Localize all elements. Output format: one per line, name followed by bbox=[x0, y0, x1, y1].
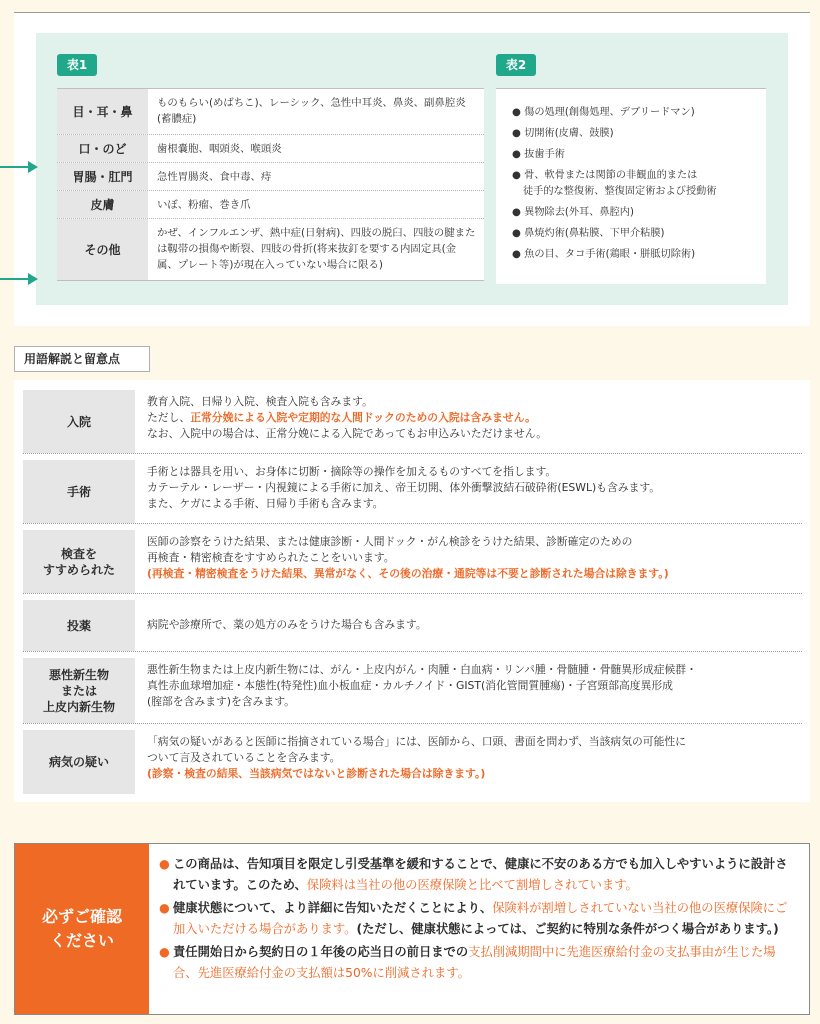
glossary-title: 用語解説と留意点 bbox=[14, 346, 150, 372]
head-text: 手術 bbox=[66, 484, 91, 499]
body-line: また、ケガによる手術、日帰り手術も含みます。 bbox=[147, 497, 384, 510]
item-text: (ただし、健康状態によっては、ご契約に特別な条件がつく場合があります。) bbox=[356, 922, 779, 936]
row-header: 皮膚 bbox=[57, 191, 149, 218]
glossary-row bbox=[23, 530, 802, 594]
heading-text: ください bbox=[49, 931, 114, 950]
glossary-body bbox=[135, 600, 802, 651]
row-body: 急性胃腸炎、食中毒、痔 bbox=[157, 171, 272, 183]
highlight-text: 支払削減期間中に先進医療給付金の支払事由が生じた場合、先進医療給付金の支払額は50%に削減されます。 bbox=[173, 945, 776, 980]
arrow-right-icon bbox=[0, 273, 40, 285]
highlight-text: (再検査・精密検査をうけた結果、異常がなく、その後の治療・通院等は不要と診断された場合は除きます。) bbox=[147, 567, 669, 580]
table1 bbox=[57, 88, 484, 281]
glossary-row bbox=[23, 658, 802, 724]
body-line: 手術とは器具を用い、お身体に切断・摘除等の操作を加えるものすべてを指します。 bbox=[147, 465, 557, 478]
body-line: 教育入院、日帰り入院、検査入院も含みます。 bbox=[147, 395, 373, 408]
bullet-icon: ● bbox=[159, 901, 170, 915]
glossary-row bbox=[23, 390, 802, 454]
head-text: 病気の疑い bbox=[48, 755, 109, 769]
heading-text: 必ずご確認 bbox=[41, 907, 122, 926]
arrow-right-icon bbox=[0, 161, 40, 173]
item-text: この商品は、告知項目を限定し引受基準を緩和することで、健康に不安のある方でも加入しやすいように設計されています。このため、 bbox=[173, 857, 788, 892]
row-header: 目・耳・鼻 bbox=[57, 89, 149, 134]
body-line: 医師の診察をうけた結果、または健康診断・人間ドック・がん検診をうけた結果、診断確定のための bbox=[147, 535, 633, 548]
list-item: ● 異物除去(外耳、鼻腔内) bbox=[512, 207, 634, 218]
row-header: その他 bbox=[57, 219, 149, 280]
body-line bbox=[147, 410, 790, 426]
bullet-icon: ● bbox=[159, 945, 170, 959]
glossary-table bbox=[14, 380, 810, 802]
glossary-head bbox=[23, 530, 135, 593]
table-row bbox=[57, 191, 484, 219]
head-text: 入院 bbox=[66, 414, 91, 429]
body-line: 真性赤血球増加症・本態性(特発性)血小板血症・カルチノイド・GIST(消化管間質腫瘍)・子宮頸部高度異形成 bbox=[147, 679, 673, 692]
head-text: 悪性新生物 bbox=[48, 667, 109, 682]
body-line: 病院や診療所で、薬の処方のみをうけた場合も含みます。 bbox=[147, 617, 427, 631]
bullet-icon: ● bbox=[159, 857, 170, 871]
body-text: ただし、 bbox=[147, 411, 191, 424]
table2-label: 表2 bbox=[496, 54, 536, 76]
table2 bbox=[496, 88, 766, 284]
body-line: 再検査・精密検査をすすめられたことをいいます。 bbox=[147, 551, 395, 564]
glossary-body bbox=[135, 530, 802, 593]
head-text: 投薬 bbox=[66, 618, 91, 633]
glossary-head bbox=[23, 600, 135, 651]
list-item bbox=[159, 942, 799, 984]
row-body: かぜ、インフルエンザ、熱中症(日射病)、四肢の脱臼、四肢の腱または靱帯の損傷や断裂、四肢の骨折(将来抜釘を要する内固定具(金属、プレート等)が現在入っていない場合に限る) bbox=[157, 227, 476, 271]
highlight-text: 正常分娩による入院や定期的な人間ドックのための入院は含みません。 bbox=[190, 411, 536, 424]
list-item: ● 切開術(皮膚、鼓膜) bbox=[512, 128, 614, 139]
body-line: なお、入院中の場合は、正常分娩による入院であってもお申込みいただけません。 bbox=[147, 427, 548, 440]
head-text: または bbox=[60, 683, 97, 698]
body-line: ついて言及されていることを含みます。 bbox=[147, 751, 341, 764]
body-line: 悪性新生物または上皮内新生物には、がん・上皮内がん・肉腫・白血病・リンパ腫・骨髄腫・骨髄異形成症候群・ bbox=[147, 663, 697, 676]
row-body: ものもらい(めばちこ)、レーシック、急性中耳炎、鼻炎、副鼻腔炎(蓄膿症) bbox=[157, 97, 466, 125]
row-body: 歯根嚢胞、咽頭炎、喉頭炎 bbox=[157, 143, 282, 155]
body-line: カテーテル・レーザー・内視鏡による手術に加え、帝王切開、体外衝撃波結石破砕術(ESWL)も含みます。 bbox=[147, 481, 661, 494]
list-item: ● 抜歯手術 bbox=[512, 149, 565, 160]
table-row bbox=[57, 219, 484, 281]
list-item: ● 魚の目、タコ手術(鶏眼・胼胝切除術) bbox=[512, 249, 696, 260]
glossary-head bbox=[23, 730, 135, 794]
item-text: 責任開始日から契約日の１年後の応当日の前日までの bbox=[173, 945, 469, 959]
row-header: 胃腸・肛門 bbox=[57, 163, 149, 190]
head-text: 上皮内新生物 bbox=[42, 699, 115, 714]
glossary-body bbox=[135, 390, 802, 453]
body-line: (腟部を含みます)を含みます。 bbox=[147, 695, 295, 708]
table-row bbox=[57, 135, 484, 163]
glossary-head bbox=[23, 390, 135, 453]
list-item: ● 鼻焼灼術(鼻粘膜、下甲介粘膜) bbox=[512, 228, 665, 239]
glossary-body bbox=[135, 730, 802, 794]
glossary-body bbox=[135, 658, 802, 723]
highlight-text: 保険料は当社の他の医療保険と比べて割増しされています。 bbox=[306, 878, 638, 892]
glossary-row bbox=[23, 730, 802, 794]
list-item: ● 傷の処理(創傷処理、デブリードマン) bbox=[512, 107, 695, 118]
glossary-head bbox=[23, 460, 135, 523]
table-row bbox=[57, 163, 484, 191]
table-row bbox=[57, 89, 484, 135]
row-body: いぼ、粉瘤、巻き爪 bbox=[157, 199, 251, 211]
list-item: ● 骨、軟骨または関節の非観血的または bbox=[512, 170, 698, 181]
head-text: 検査を bbox=[60, 546, 97, 561]
highlight-text: 保険料が割増しされていない当社の他の医療保険にご加入いただける場合があります。 bbox=[173, 901, 788, 936]
confirm-heading bbox=[15, 844, 149, 1014]
list-item: 徒手的な整復術、整復固定術および授動術 bbox=[523, 186, 717, 197]
confirm-list bbox=[159, 854, 799, 984]
glossary-head bbox=[23, 658, 135, 723]
glossary-body bbox=[135, 460, 802, 523]
list-item bbox=[159, 854, 799, 896]
glossary-row bbox=[23, 600, 802, 652]
row-header: 口・のど bbox=[57, 135, 149, 162]
confirm-notice bbox=[14, 843, 810, 1015]
table1-label: 表1 bbox=[57, 54, 97, 76]
item-text: 健康状態について、より詳細に告知いただくことにより、 bbox=[173, 901, 493, 915]
head-text: すすめられた bbox=[42, 562, 116, 577]
glossary-row bbox=[23, 460, 802, 524]
highlight-text: (診察・検査の結果、当該病気ではないと診断された場合は除きます。) bbox=[147, 767, 486, 780]
list-item bbox=[159, 898, 799, 940]
body-line: 「病気の疑いがあると医師に指摘されている場合」には、医師から、口頭、書面を問わず、当該病気の可能性に bbox=[147, 735, 686, 748]
